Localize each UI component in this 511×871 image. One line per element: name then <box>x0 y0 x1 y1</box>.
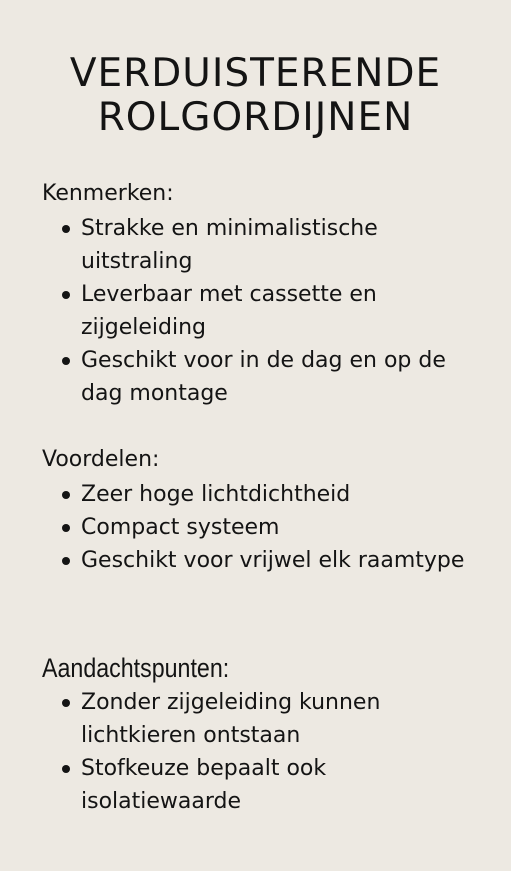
page-title <box>0 52 511 140</box>
list-item <box>62 344 482 410</box>
list-item-text: Leverbaar met cassette en zijgeleiding <box>81 282 377 340</box>
bullet-icon <box>62 491 70 499</box>
list-item <box>62 278 482 344</box>
list-item-text: Geschikt voor vrijwel elk raamtype <box>81 548 465 573</box>
aandachtspunten-list <box>42 686 482 818</box>
list-item <box>62 752 482 818</box>
list-item <box>62 511 482 544</box>
list-item <box>62 544 482 577</box>
list-item-text: Zeer hoge lichtdichtheid <box>81 482 351 507</box>
section-kenmerken <box>42 180 482 410</box>
list-item <box>62 478 482 511</box>
bullet-icon <box>62 524 70 532</box>
list-item <box>62 686 482 752</box>
bullet-icon <box>62 357 70 365</box>
bullet-icon <box>62 699 70 707</box>
section-heading-kenmerken: Kenmerken: <box>42 181 174 206</box>
page-title-line-2: ROLGORDIJNEN <box>97 95 414 140</box>
kenmerken-list <box>42 212 482 410</box>
bullet-icon <box>62 765 70 773</box>
bullet-icon <box>62 291 70 299</box>
list-item-text: Geschikt voor in de dag en op de dag montage <box>81 348 446 406</box>
section-heading-voordelen: Voordelen: <box>42 447 160 472</box>
list-item-text: Zonder zijgeleiding kunnen lichtkieren ontstaan <box>81 690 381 748</box>
list-item-text: Compact systeem <box>81 515 280 540</box>
list-item <box>62 212 482 278</box>
list-item-text: Strakke en minimalistische uitstraling <box>81 216 378 274</box>
bullet-icon <box>62 557 70 565</box>
section-heading-aandachtspunten: Aandachtspunten: <box>42 653 230 683</box>
page-title-line-1: VERDUISTERENDE <box>69 51 442 96</box>
bullet-icon <box>62 225 70 233</box>
section-voordelen <box>42 446 482 577</box>
section-aandachtspunten <box>42 652 482 818</box>
voordelen-list <box>42 478 482 577</box>
list-item-text: Stofkeuze bepaalt ook isolatiewaarde <box>81 756 327 814</box>
